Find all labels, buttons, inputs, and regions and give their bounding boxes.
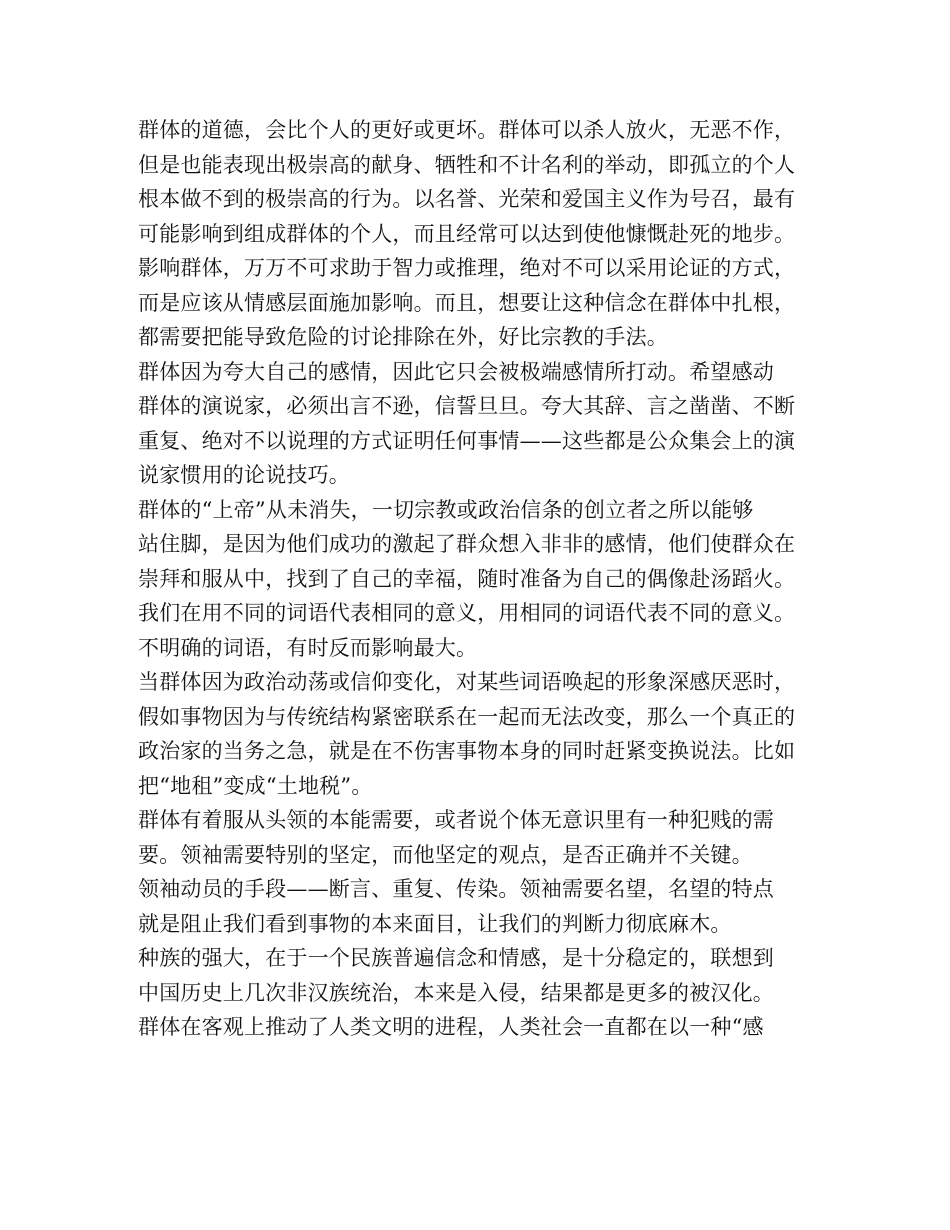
text-line: 重复、绝对不以说理的方式证明任何事情——这些都是公众集会上的演 (138, 428, 796, 453)
text-line: 根本做不到的极崇高的行为。以名誉、光荣和爱国主义作为号召，最有 (138, 187, 796, 211)
text-line: 群体在客观上推动了人类文明的进程，人类社会一直都在以一种“感 (138, 1015, 764, 1039)
text-line: 当群体因为政治动荡或信仰变化，对某些词语唤起的形象深感厌恶时， (138, 670, 796, 694)
text-line: 而是应该从情感层面施加影响。而且，想要让这种信念在群体中扎根， (138, 290, 796, 315)
text-line: 影响群体，万万不可求助于智力或推理，绝对不可以采用论证的方式， (138, 256, 796, 280)
body-text (138, 113, 838, 1045)
text-line: 种族的强大，在于一个民族普遍信念和情感，是十分稳定的，联想到 (138, 946, 774, 970)
text-line: 群体的道德，会比个人的更好或更坏。群体可以杀人放火，无恶不作， (138, 118, 796, 142)
text-line: 要。领袖需要特别的坚定，而他坚定的观点，是否正确并不关键。 (138, 842, 753, 867)
text-line: 把“地租”变成“土地税”。 (138, 773, 373, 798)
text-line: 但是也能表现出极崇高的献身、牺牲和不计名利的举动，即孤立的个人 (138, 152, 796, 177)
text-line: 领袖动员的手段——断言、重复、传染。领袖需要名望，名望的特点 (138, 877, 774, 901)
text-line: 说家惯用的论说技巧。 (138, 463, 350, 487)
text-line: 中国历史上几次非汉族统治，本来是入侵，结果都是更多的被汉化。 (138, 980, 774, 1005)
text-line: 群体因为夸大自己的感情，因此它只会被极端感情所打动。希望感动 (138, 359, 774, 384)
text-line: 都需要把能导致危险的讨论排除在外，好比宗教的手法。 (138, 325, 668, 349)
text-line: 不明确的词语，有时反而影响最大。 (138, 635, 478, 660)
text-line: 就是阻止我们看到事物的本来面目，让我们的判断力彻底麻木。 (138, 911, 732, 936)
text-line: 崇拜和服从中，找到了自己的幸福，随时准备为自己的偶像赴汤蹈火。 (138, 566, 796, 591)
text-line: 群体的“上帝”从未消失，一切宗教或政治信条的创立者之所以能够 (138, 497, 754, 522)
text-line: 假如事物因为与传统结构紧密联系在一起而无法改变，那么一个真正的 (138, 704, 796, 729)
text-line: 站住脚，是因为他们成功的激起了群众想入非非的感情，他们使群众在 (138, 532, 796, 556)
text-line: 群体的演说家，必须出言不逊，信誓旦旦。夸大其辞、言之凿凿、不断 (138, 394, 796, 418)
text-line: 群体有着服从头领的本能需要，或者说个体无意识里有一种犯贱的需 (138, 808, 774, 832)
text-line: 我们在用不同的词语代表相同的意义，用相同的词语代表不同的意义。 (138, 601, 796, 625)
text-line: 可能影响到组成群体的个人，而且经常可以达到使他慷慨赴死的地步。 (138, 221, 796, 246)
text-line: 政治家的当务之急，就是在不伤害事物本身的同时赶紧变换说法。比如 (138, 739, 796, 763)
